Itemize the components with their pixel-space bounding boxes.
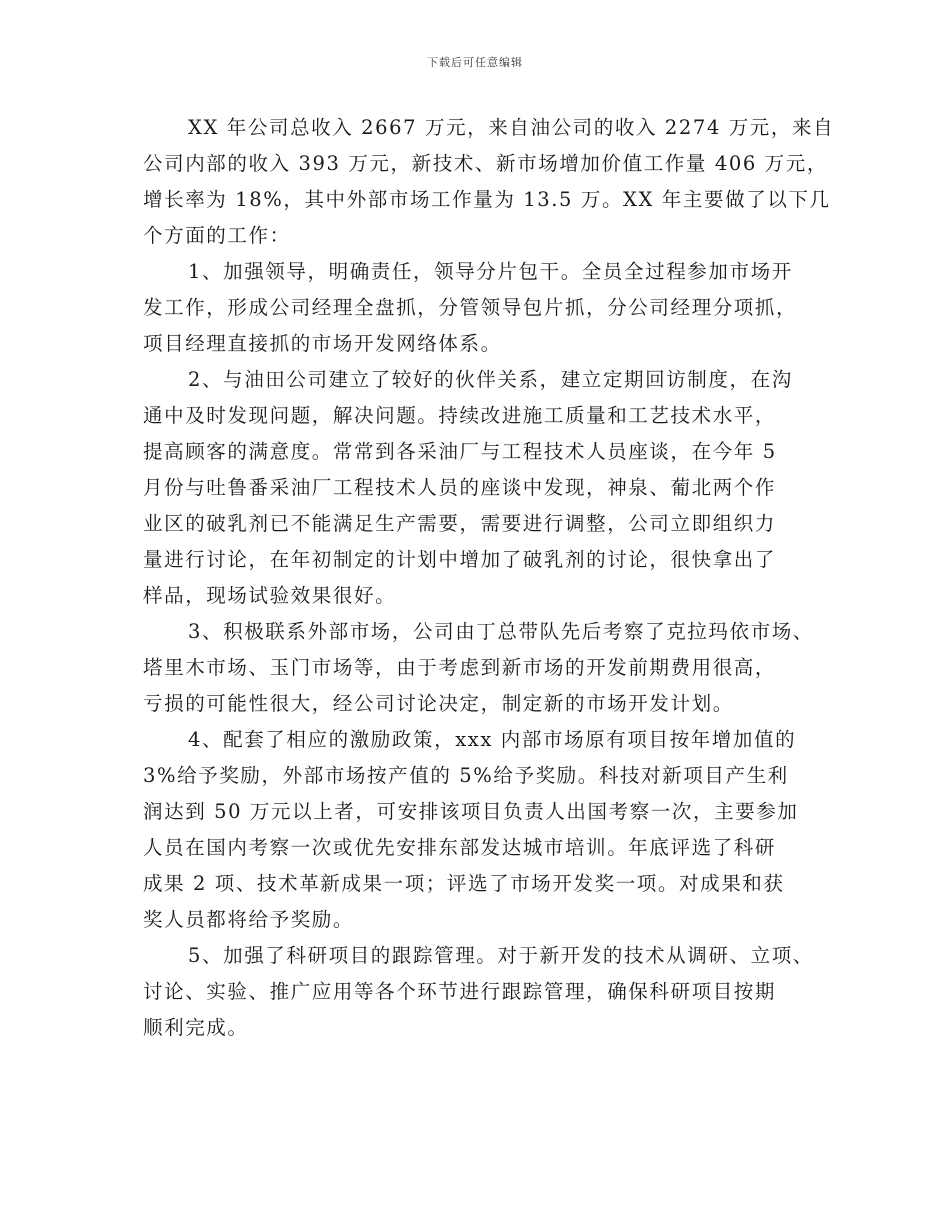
paragraph-line: 业区的破乳剂已不能满足生产需要，需要进行调整，公司立即组织力	[143, 512, 777, 535]
paragraph-line: 1、加强领导，明确责任，领导分片包干。全员全过程参加市场开	[188, 260, 793, 283]
paragraph-line: 4、配套了相应的激励政策，xxx 内部市场原有项目按年增加值的	[188, 728, 797, 751]
document-body	[143, 110, 835, 1046]
paragraph-line: 塔里木市场、玉门市场等，由于考虑到新市场的开发前期费用很高，	[143, 656, 777, 679]
paragraph-line: 5、加强了科研项目的跟踪管理。对于新开发的技术从调研、立项、	[188, 944, 814, 967]
paragraph-line: 讨论、实验、推广应用等各个环节进行跟踪管理，确保科研项目按期	[143, 980, 777, 1003]
paragraph-line: 润达到 50 万元以上者，可安排该项目负责人出国考察一次，主要参加	[143, 800, 799, 823]
paragraph-line: 奖人员都将给予奖励。	[143, 908, 355, 931]
paragraph-line: 公司内部的收入 393 万元，新技术、新市场增加价值工作量 406 万元，	[143, 152, 828, 175]
paragraph-line: XX 年公司总收入 2667 万元，来自油公司的收入 2274 万元，来自	[188, 116, 835, 139]
paragraph-line: 亏损的可能性很大，经公司讨论决定，制定新的市场开发计划。	[143, 692, 734, 715]
page-header: 下载后可任意编辑	[427, 56, 523, 69]
paragraph-line: 增长率为 18%，其中外部市场工作量为 13.5 万。XX 年主要做了以下几	[143, 188, 831, 211]
paragraph-line: 3、积极联系外部市场，公司由丁总带队先后考察了克拉玛依市场、	[188, 620, 814, 643]
paragraph-line: 成果 2 项、技术革新成果一项；评选了市场开发奖一项。对成果和获	[143, 872, 785, 895]
paragraph-line: 项目经理直接抓的市场开发网络体系。	[143, 332, 502, 355]
paragraph-line: 月份与吐鲁番采油厂工程技术人员的座谈中发现，神泉、葡北两个作	[143, 476, 777, 499]
paragraph-line: 3%给予奖励，外部市场按产值的 5%给予奖励。科技对新项目产生利	[143, 764, 789, 787]
paragraph-line: 通中及时发现问题，解决问题。持续改进施工质量和工艺技术水平，	[143, 404, 777, 427]
paragraph-line: 人员在国内考察一次或优先安排东部发达城市培训。年底评选了科研	[143, 836, 777, 859]
paragraph-line: 2、与油田公司建立了较好的伙伴关系，建立定期回访制度，在沟	[188, 368, 793, 391]
paragraph-line: 样品，现场试验效果很好。	[143, 584, 397, 607]
paragraph-line: 量进行讨论，在年初制定的计划中增加了破乳剂的讨论，很快拿出了	[143, 548, 777, 571]
paragraph-line: 提高顾客的满意度。常常到各采油厂与工程技术人员座谈，在今年 5	[143, 440, 777, 463]
paragraph-line: 发工作，形成公司经理全盘抓，分管领导包片抓，分公司经理分项抓，	[143, 296, 798, 319]
paragraph-line: 个方面的工作：	[143, 224, 291, 247]
paragraph-line: 顺利完成。	[143, 1016, 249, 1039]
